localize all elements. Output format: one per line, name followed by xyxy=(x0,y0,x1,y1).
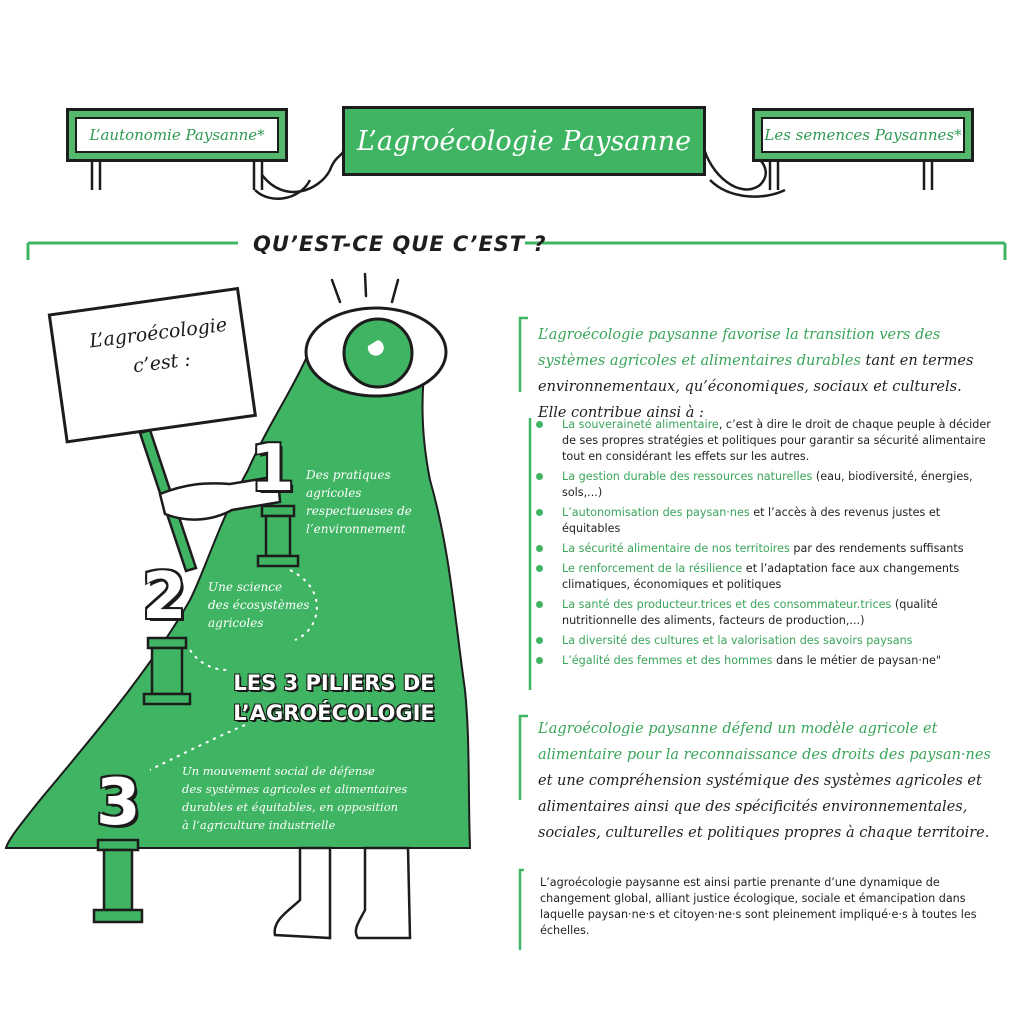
pillar-1-line: agricoles xyxy=(306,486,362,500)
intro-paragraph xyxy=(538,322,993,426)
bullet-highlight: La gestion durable des ressources naturelles xyxy=(562,470,813,483)
section-title: QU’EST-CE QUE C’EST ? xyxy=(253,232,547,256)
placard-line-2: c’est : xyxy=(131,348,192,378)
bullet-highlight: La souveraineté alimentaire xyxy=(562,418,719,431)
list-item xyxy=(536,561,991,593)
pillar-3-line: durables et équitables, en opposition xyxy=(182,800,399,814)
closing-paragraph: L’agroécologie paysanne est ainsi partie prenante d’une dynamique de changement global, alliant justice écologique, sociale et émancipation dans laquelle paysan·ne·s et citoyen·ne·s sont pleinement impliqué·e·s à toutes les échelles. xyxy=(540,876,977,937)
piliers-line-2: L’AGROÉCOLOGIE xyxy=(233,701,435,725)
bullet-dot-icon xyxy=(536,565,543,572)
placard-line-1: L’agroécologie xyxy=(88,313,229,353)
bullet-highlight: Le renforcement de la résilience xyxy=(562,562,743,575)
bullet-dot-icon xyxy=(536,421,543,428)
list-item xyxy=(536,505,991,537)
bullet-text: par des rendements suffisants xyxy=(789,542,964,555)
main-title: L’agroécologie Paysanne xyxy=(356,125,692,157)
bullet-dot-icon xyxy=(536,509,543,516)
bullet-highlight: La sécurité alimentaire de nos territoires xyxy=(562,542,790,555)
intro-highlight: L’agroécologie paysanne favorise la transition vers des systèmes agricoles et alimentaires durables xyxy=(538,327,941,369)
pillar-1-line: Des pratiques xyxy=(306,468,391,482)
defense-paragraph xyxy=(538,716,993,846)
bullet-highlight: La santé des producteur.trices et des consommateur.trices xyxy=(562,598,892,611)
sign-semences-label: Les semences Paysannes* xyxy=(764,126,962,144)
bullet-dot-icon xyxy=(536,473,543,480)
bullet-highlight: La diversité des cultures et la valorisation des savoirs paysans xyxy=(562,634,913,647)
pillar-1-number: 1 xyxy=(250,432,295,506)
pillar-3-number: 3 xyxy=(96,766,141,840)
pillar-3-line: Un mouvement social de défense xyxy=(182,764,375,778)
list-item xyxy=(536,541,991,557)
defense-highlight: L’agroécologie paysanne défend un modèle agricole et alimentaire pour la reconnaissance des droits des paysan·nes xyxy=(538,721,991,763)
defense-rest: et une compréhension systémique des systèmes agricoles et alimentaires ainsi que des spécificités environnementales, sociales, culturelles et politiques propres à chaque territoire. xyxy=(538,773,990,841)
list-item xyxy=(536,653,991,669)
bullet-dot-icon xyxy=(536,545,543,552)
pillar-2-number: 2 xyxy=(142,560,187,634)
bullet-dot-icon xyxy=(536,637,543,644)
pillar-2-line: agricoles xyxy=(208,616,264,630)
sign-autonomie-label: L’autonomie Paysanne* xyxy=(89,126,265,144)
list-item xyxy=(536,597,991,629)
bullet-highlight: L’égalité des femmes et des hommes xyxy=(562,654,773,667)
pillar-1-line: l’environnement xyxy=(306,522,406,536)
bullet-text: (qualité nutritionnelle des aliments, facteurs de production,...) xyxy=(562,598,938,627)
bullet-text: dans le métier de paysan·ne" xyxy=(772,654,941,667)
bullet-highlight: L’autonomisation des paysan·nes xyxy=(562,506,750,519)
pillar-2-line: Une science xyxy=(208,580,283,594)
list-item xyxy=(536,469,991,501)
pillar-3-line: à l’agriculture industrielle xyxy=(182,818,336,832)
pillar-3-line: des systèmes agricoles et alimentaires xyxy=(182,782,408,796)
piliers-line-1: LES 3 PILIERS DE xyxy=(233,671,435,695)
list-item xyxy=(536,417,991,465)
pillar-2-line: des écosystèmes xyxy=(208,598,310,612)
bullet-dot-icon xyxy=(536,601,543,608)
bullet-text: , c’est à dire le droit de chaque peuple à décider de ses propres stratégies et politiques pour garantir sa sécurité alimentaire tout en considérant les effets sur les autres. xyxy=(562,418,991,463)
contributions-list xyxy=(536,417,991,673)
bullet-text: et l’adaptation face aux changements climatiques, économiques et politiques xyxy=(562,562,960,591)
intro-rest: tant en termes environnementaux, qu’économiques, sociaux et culturels. Elle contribue ainsi à : xyxy=(538,353,974,421)
bullet-text: (eau, biodiversité, énergies, sols,...) xyxy=(562,470,973,499)
bullet-dot-icon xyxy=(536,657,543,664)
list-item xyxy=(536,633,991,649)
bullet-text: et l’accès à des revenus justes et équitables xyxy=(562,506,941,535)
pillar-1-line: respectueuses de xyxy=(306,504,412,518)
